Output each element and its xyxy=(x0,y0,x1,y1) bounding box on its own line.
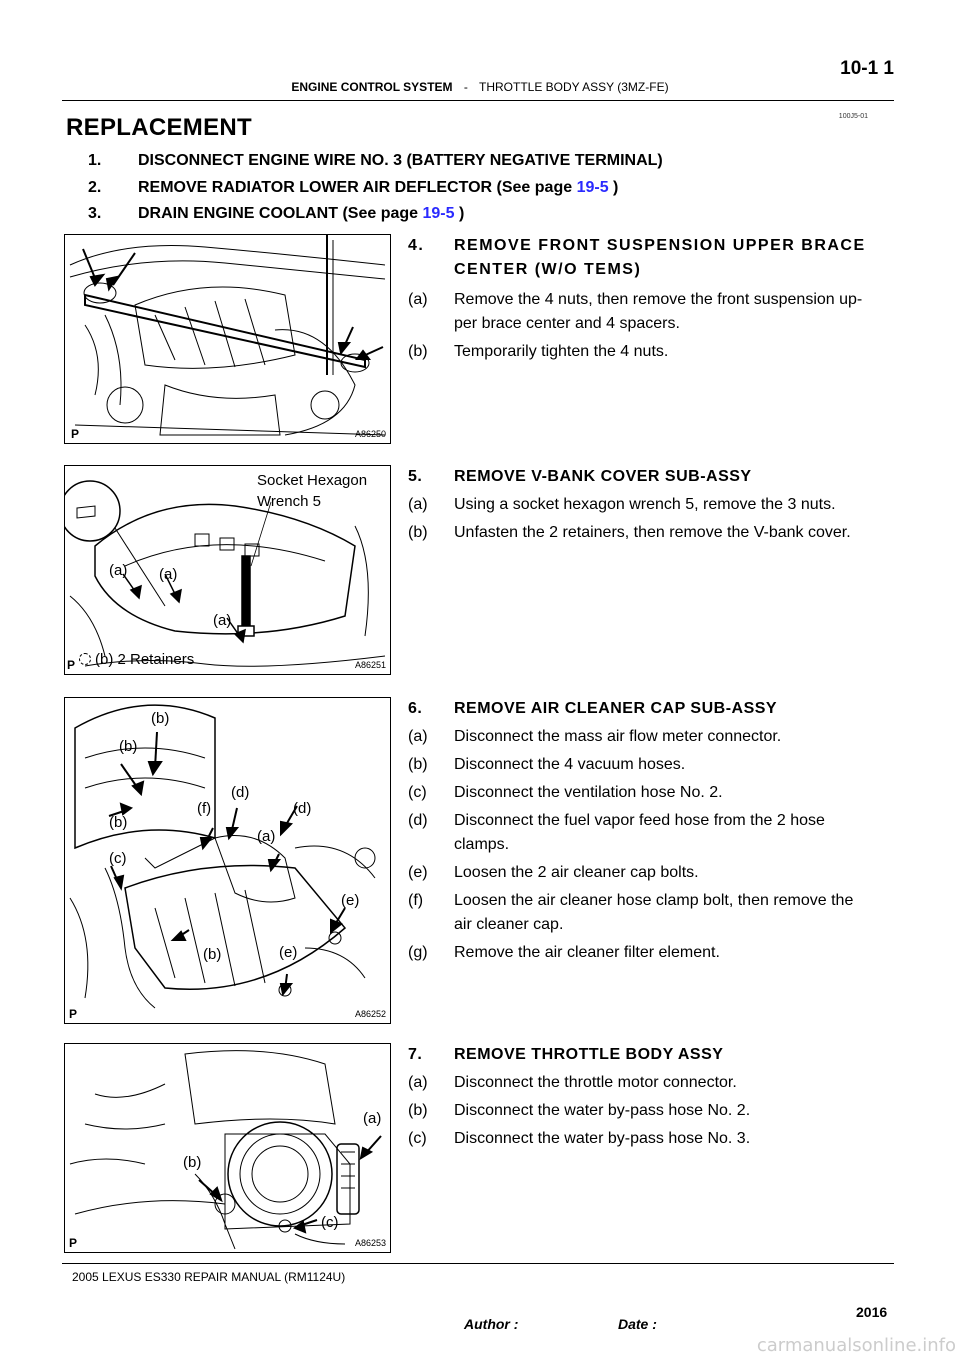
page-number: 10-1 1 xyxy=(840,58,894,79)
callout-f: (f) xyxy=(197,800,212,817)
section-6: 6. REMOVE AIR CLEANER CAP SUB-ASSY (a) Disconnect the mass air flow meter connector. (b) Disconnect the 4 vacuum hoses. (c) Disconnect the ventilation hose No. 2. (d) Disconnect the fuel vapor feed hose from the 2 hose clamps. (e) Loosen the 2 air cleaner cap bolts. (f) Loosen the air cleaner hose clamp bolt, then remove the air cleaner cap. (g) Remove the air cleaner filter element. xyxy=(408,700,854,961)
callout-a: (a) xyxy=(159,566,178,583)
callout-c: (c) xyxy=(109,850,127,867)
callout-b: (b) xyxy=(119,738,138,755)
footer-rule xyxy=(62,1263,894,1264)
figure-throttle-body xyxy=(64,1043,391,1253)
watermark: carmanualsonline.info xyxy=(756,1335,956,1356)
callout-b: (b) xyxy=(151,710,170,727)
figure-p-mark: P xyxy=(71,427,80,441)
doc-id: 100J5-01 xyxy=(838,113,868,120)
header-section: ENGINE CONTROL SYSTEM xyxy=(291,80,453,94)
footer-author-label: Author : xyxy=(464,1316,519,1332)
figure-code: A86251 xyxy=(354,660,386,670)
figure-code: A86253 xyxy=(354,1238,386,1248)
figure-brace-center xyxy=(64,234,391,444)
retainer-icon xyxy=(79,653,91,665)
header-subsection: THROTTLE BODY ASSY (3MZ-FE) xyxy=(479,80,669,94)
callout-a: (a) xyxy=(109,562,128,579)
engine-bay-illustration xyxy=(65,235,390,443)
page-link-19-5[interactable]: 19-5 xyxy=(422,205,455,222)
section-4: 4. REMOVE FRONT SUSPENSION UPPER BRACE CENTER (W/O TEMS) (a) Remove the 4 nuts, then remove the front suspension up- per brace center and 4 spacers. (b) Temporarily tighten the 4 nuts. xyxy=(408,237,866,360)
figure-v-bank-cover xyxy=(64,465,391,675)
footer-manual: 2005 LEXUS ES330 REPAIR MANUAL (RM1124U) xyxy=(72,1270,346,1284)
figure-p-mark: P xyxy=(69,1236,78,1250)
label-socket-hexagon-wrench: Socket Hexagon Wrench 5 xyxy=(257,472,368,510)
figure-code: A86250 xyxy=(354,429,386,439)
callout-b: (b) xyxy=(109,814,128,831)
callout-d: (d) xyxy=(231,784,250,801)
header-rule xyxy=(62,100,894,101)
section-5: 5. REMOVE V-BANK COVER SUB-ASSY (a) Using a socket hexagon wrench 5, remove the 3 nuts. (b) Unfasten the 2 retainers, then remove the V-bank cover. xyxy=(408,468,851,541)
callout-b: (b) xyxy=(203,946,222,963)
callout-e: (e) xyxy=(341,892,360,909)
callout-a: (a) xyxy=(257,828,276,845)
callout-b: (b) xyxy=(183,1154,202,1171)
footer-date-label: Date : xyxy=(618,1316,657,1332)
callout-a: (a) xyxy=(363,1110,382,1127)
label-retainers: (b) 2 Retainers xyxy=(79,651,194,668)
throttle-body-illustration xyxy=(65,1044,390,1252)
callout-a: (a) xyxy=(213,612,232,629)
header-separator: - xyxy=(463,80,468,94)
callout-d: (d) xyxy=(293,800,312,817)
page-title: REPLACEMENT xyxy=(66,114,252,141)
footer-page: 2016 xyxy=(856,1304,888,1320)
section-7: 7. REMOVE THROTTLE BODY ASSY (a) Disconnect the throttle motor connector. (b) Disconnect the water by-pass hose No. 2. (c) Disconnect the water by-pass hose No. 3. xyxy=(408,1046,751,1147)
figure-p-mark: P xyxy=(69,1007,78,1021)
figure-p-mark: P xyxy=(67,658,76,672)
running-header xyxy=(0,80,960,94)
figure-air-cleaner xyxy=(64,697,391,1024)
page-link-19-5[interactable]: 19-5 xyxy=(576,179,609,196)
figure-code: A86252 xyxy=(354,1009,386,1019)
callout-e: (e) xyxy=(279,944,298,961)
callout-c: (c) xyxy=(321,1214,339,1231)
